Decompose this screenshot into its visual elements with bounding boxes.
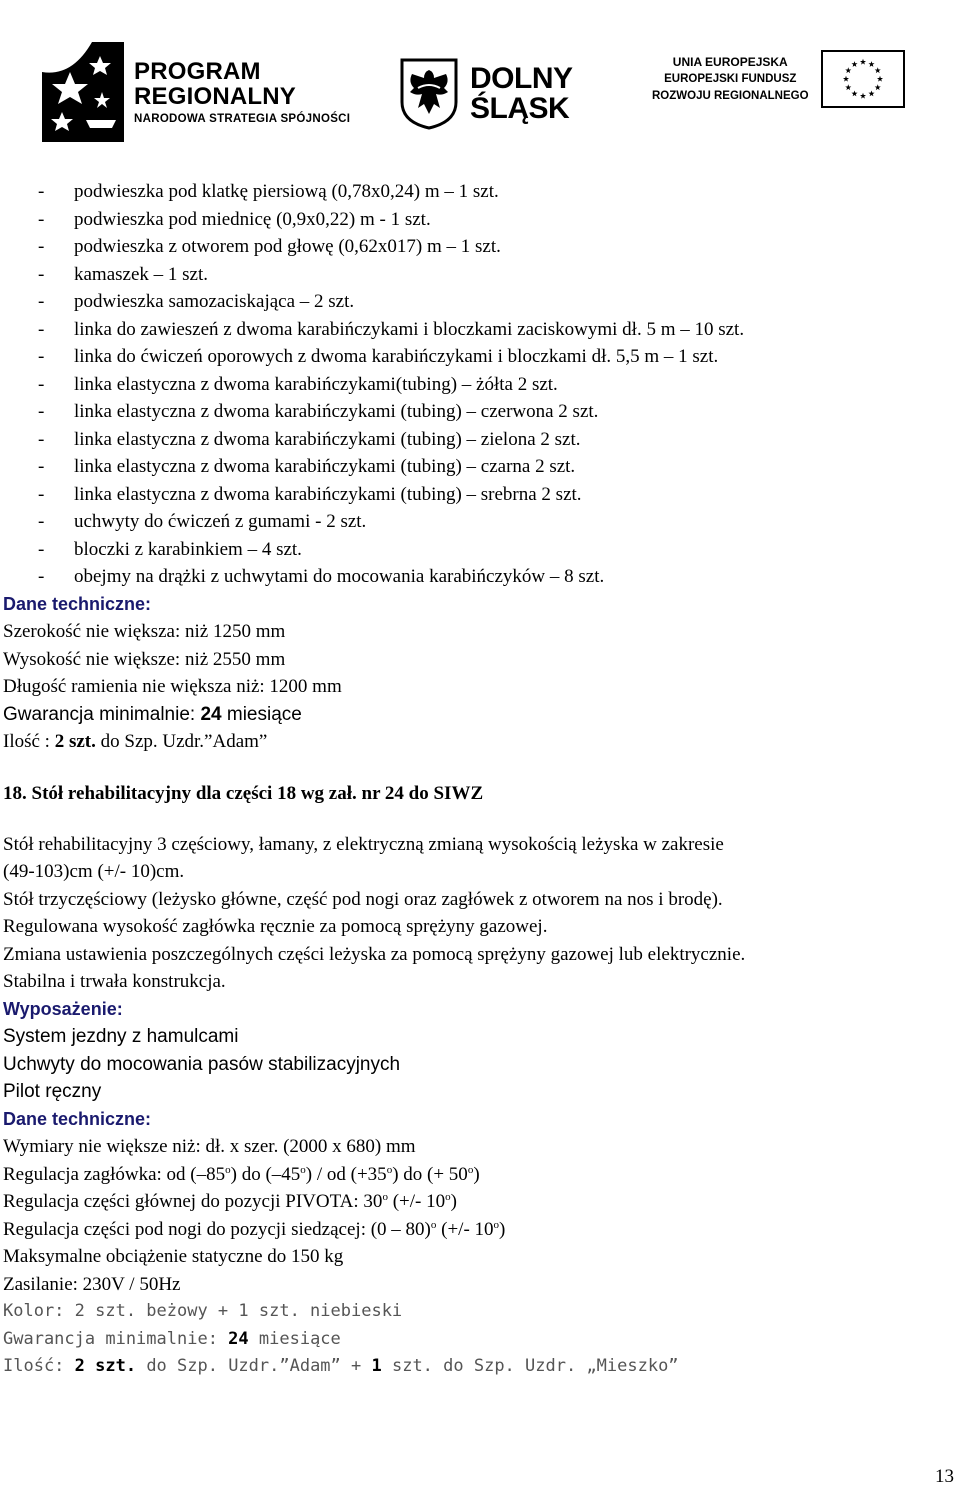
list-item — [0, 508, 960, 536]
list-item — [0, 288, 960, 316]
list-item — [0, 481, 960, 509]
main-text-a: Regulacja części głównej do pozycji PIVOTA: 30 — [3, 1191, 383, 1212]
equipment-line: Uchwyty do mocowania pasów stabilizacyjnych — [3, 1053, 401, 1075]
degree-mark: o — [467, 1163, 474, 1176]
list-dash: - — [38, 483, 45, 505]
program-line-2: REGIONALNY — [134, 83, 297, 110]
list-item-text: uchwyty do ćwiczeń z gumami - 2 szt. — [74, 511, 367, 532]
list-item-text: linka elastyczna z dwoma karabińczykami (tubing) – zielona 2 szt. — [74, 428, 581, 450]
list-dash: - — [38, 346, 45, 367]
degree-mark: o — [493, 1218, 500, 1231]
degree-mark: o — [430, 1218, 437, 1231]
leg-text-c: ) — [499, 1218, 506, 1240]
main-text-c: ) — [450, 1191, 457, 1212]
warranty-prefix: Gwarancja minimalnie: — [3, 1328, 229, 1349]
list-item — [0, 178, 960, 206]
description-line: Regulowana wysokość zagłówka ręcznie za pomocą sprężyny gazowej. — [3, 916, 548, 937]
list-item-text: linka elastyczna z dwoma karabińczykami (tubing) – srebrna 2 szt. — [74, 483, 582, 505]
list-dash: - — [38, 263, 45, 285]
quantity-mid-1: do Szp. Uzdr.”Adam” + — [136, 1356, 372, 1376]
headrest-value-b: 85 — [206, 1163, 226, 1185]
leg-part-adjustment-line — [0, 1216, 960, 1244]
headrest-text-e: ) / od (+35 — [305, 1163, 387, 1185]
eu-line-2: EUROPEJSKI FUNDUSZ — [664, 72, 797, 85]
tech-heading: Dane techniczne: — [3, 1108, 152, 1129]
warranty-line — [0, 701, 960, 729]
headrest-minus-2: – — [271, 1163, 282, 1185]
list-dash: - — [38, 511, 45, 532]
load-line: Maksymalne obciążenie statyczne do 150 kg — [3, 1246, 344, 1267]
headrest-text-f: ) do (+ 50 — [392, 1163, 468, 1185]
equipment-list — [0, 178, 960, 591]
warranty-value: 24 — [228, 1328, 249, 1349]
spec-line: Długość ramienia nie większa niż: 1200 mm — [3, 676, 342, 697]
list-dash: - — [38, 456, 45, 477]
spec-heading: Dane techniczne: — [3, 593, 152, 614]
region-line-1: DOLNY — [470, 62, 573, 95]
list-item — [0, 426, 960, 454]
description-line: (49-103)cm (+/- 10)cm. — [3, 861, 185, 882]
eu-flag-icon — [821, 50, 905, 108]
warranty-suffix: miesiące — [221, 703, 302, 725]
color-line: Kolor: 2 szt. beżowy + 1 szt. niebieski — [3, 1301, 403, 1321]
program-emblem-icon — [42, 42, 124, 142]
list-item-text: linka elastyczna z dwoma karabińczykami(tubing) – żółta 2 szt. — [74, 373, 558, 395]
list-dash: - — [38, 538, 45, 560]
warranty-prefix: Gwarancja minimalnie: — [3, 703, 201, 725]
degree-mark: o — [445, 1191, 451, 1203]
eagle-crest-icon — [400, 58, 458, 130]
headrest-value-d: 45 — [281, 1163, 301, 1185]
spec-line: Wysokość nie większe: niż 2550 mm — [3, 648, 286, 670]
list-dash: - — [38, 318, 45, 340]
degree-mark: o — [300, 1163, 306, 1176]
list-item — [0, 343, 960, 371]
quantity-suffix: do Szp. Uzdr.”Adam” — [95, 731, 268, 752]
region-line-2: ŚLĄSK — [470, 92, 570, 125]
quantity-line-2 — [0, 1353, 960, 1381]
list-dash: - — [38, 373, 45, 395]
quantity-value: 2 szt. — [54, 731, 96, 752]
list-item-text: linka elastyczna z dwoma karabińczykami (tubing) – czarna 2 szt. — [74, 456, 576, 477]
equipment-heading: Wyposażenie: — [3, 998, 123, 1019]
headrest-text-a: Regulacja zagłówka: od ( — [3, 1163, 197, 1185]
program-regionalny-logo — [42, 42, 350, 142]
list-item-text: linka do ćwiczeń oporowych z dwoma karabińczykami i bloczkami dł. 5,5 m – 1 szt. — [74, 346, 719, 367]
list-item-text: kamaszek – 1 szt. — [74, 263, 209, 285]
list-item — [0, 453, 960, 481]
quantity-value-2: 1 — [371, 1356, 382, 1376]
description-line: Stabilna i trwała konstrukcja. — [3, 971, 226, 992]
list-dash: - — [38, 401, 45, 422]
eu-line-3: ROZWOJU REGIONALNEGO — [652, 89, 809, 102]
list-item — [0, 316, 960, 344]
warranty-line-2 — [0, 1326, 960, 1354]
headrest-adjustment-line — [0, 1161, 960, 1189]
list-dash: - — [38, 291, 45, 312]
list-item-text: podwieszka pod klatkę piersiową (0,78x0,24) m – 1 szt. — [74, 181, 499, 202]
headrest-text-g: ) — [473, 1163, 480, 1185]
quantity-prefix: Ilość: — [3, 1356, 75, 1376]
warranty-suffix: miesiące — [248, 1328, 341, 1349]
warranty-value: 24 — [200, 703, 222, 725]
leg-text-a: Regulacja części pod nogi do pozycji siedzącej: (0 – 80) — [3, 1218, 431, 1240]
list-item-text: linka do zawieszeń z dwoma karabińczykami i bloczkami zaciskowymi dł. 5 m – 10 szt. — [74, 318, 745, 340]
headrest-minus-1: – — [196, 1163, 207, 1185]
list-item-text: obejmy na drążki z uchwytami do mocowania karabińczyków – 8 szt. — [74, 566, 605, 587]
main-part-adjustment-line — [0, 1188, 960, 1216]
list-item-text: podwieszka z otworem pod głowę (0,62x017) m – 1 szt. — [74, 236, 501, 257]
list-item-text: podwieszka samozaciskająca – 2 szt. — [74, 291, 355, 312]
list-item — [0, 261, 960, 289]
section-18-title: 18. Stół rehabilitacyjny dla części 18 wg zał. nr 24 do SIWZ — [3, 782, 484, 804]
power-line: Zasilanie: 230V / 50Hz — [3, 1273, 181, 1295]
quantity-value-1: 2 szt. — [74, 1356, 137, 1376]
eu-line-1: UNIA EUROPEJSKA — [672, 54, 788, 69]
list-item-text: podwieszka pod miednicę (0,9x0,22) m - 1 szt. — [74, 208, 431, 230]
degree-mark: o — [382, 1191, 388, 1203]
quantity-mid-2: szt. do Szp. Uzdr. „Mieszko” — [381, 1356, 679, 1376]
list-item — [0, 398, 960, 426]
list-dash: - — [38, 181, 45, 202]
program-line-3: NARODOWA STRATEGIA SPÓJNOŚCI — [134, 113, 351, 125]
degree-mark: o — [386, 1163, 393, 1176]
main-text-b: (+/- 10 — [387, 1191, 446, 1212]
list-item — [0, 371, 960, 399]
description-line: Zmiana ustawienia poszczególnych części leżyska za pomocą sprężyny gazowej lub elektrycznie. — [3, 943, 746, 965]
list-dash: - — [38, 566, 45, 587]
spec-line: Szerokość nie większa: niż 1250 mm — [3, 621, 286, 642]
description-line: Stół rehabilitacyjny 3 częściowy, łamany, z elektryczną zmianą wysokością leżyska w zakresie — [3, 833, 724, 855]
leg-text-b: (+/- 10 — [436, 1218, 494, 1240]
page-header — [0, 0, 960, 170]
quantity-prefix: Ilość : — [3, 731, 55, 752]
list-item — [0, 536, 960, 564]
list-item — [0, 563, 960, 591]
degree-mark: o — [225, 1163, 231, 1176]
equipment-line: System jezdny z hamulcami — [3, 1026, 239, 1047]
eu-fund-logo — [652, 50, 905, 108]
list-item — [0, 206, 960, 234]
list-item-text: bloczki z karabinkiem – 4 szt. — [74, 538, 302, 560]
list-dash: - — [38, 428, 45, 450]
dolny-slask-logo — [400, 58, 573, 130]
equipment-line: Pilot ręczny — [3, 1081, 102, 1102]
description-line: Stół trzyczęściowy (leżysko główne, część pod nogi oraz zagłówek z otworem na nos i brodę). — [3, 888, 723, 910]
quantity-line — [0, 728, 960, 756]
list-item — [0, 233, 960, 261]
list-dash: - — [38, 236, 45, 257]
list-dash: - — [38, 208, 45, 230]
dimensions-line: Wymiary nie większe niż: dł. x szer. (2000 x 680) mm — [3, 1136, 416, 1157]
headrest-text-c: ) do ( — [230, 1163, 272, 1185]
page-number: 13 — [935, 1466, 954, 1487]
document-body — [0, 178, 960, 1381]
list-item-text: linka elastyczna z dwoma karabińczykami (tubing) – czerwona 2 szt. — [74, 401, 599, 422]
program-line-1: PROGRAM — [134, 58, 261, 85]
